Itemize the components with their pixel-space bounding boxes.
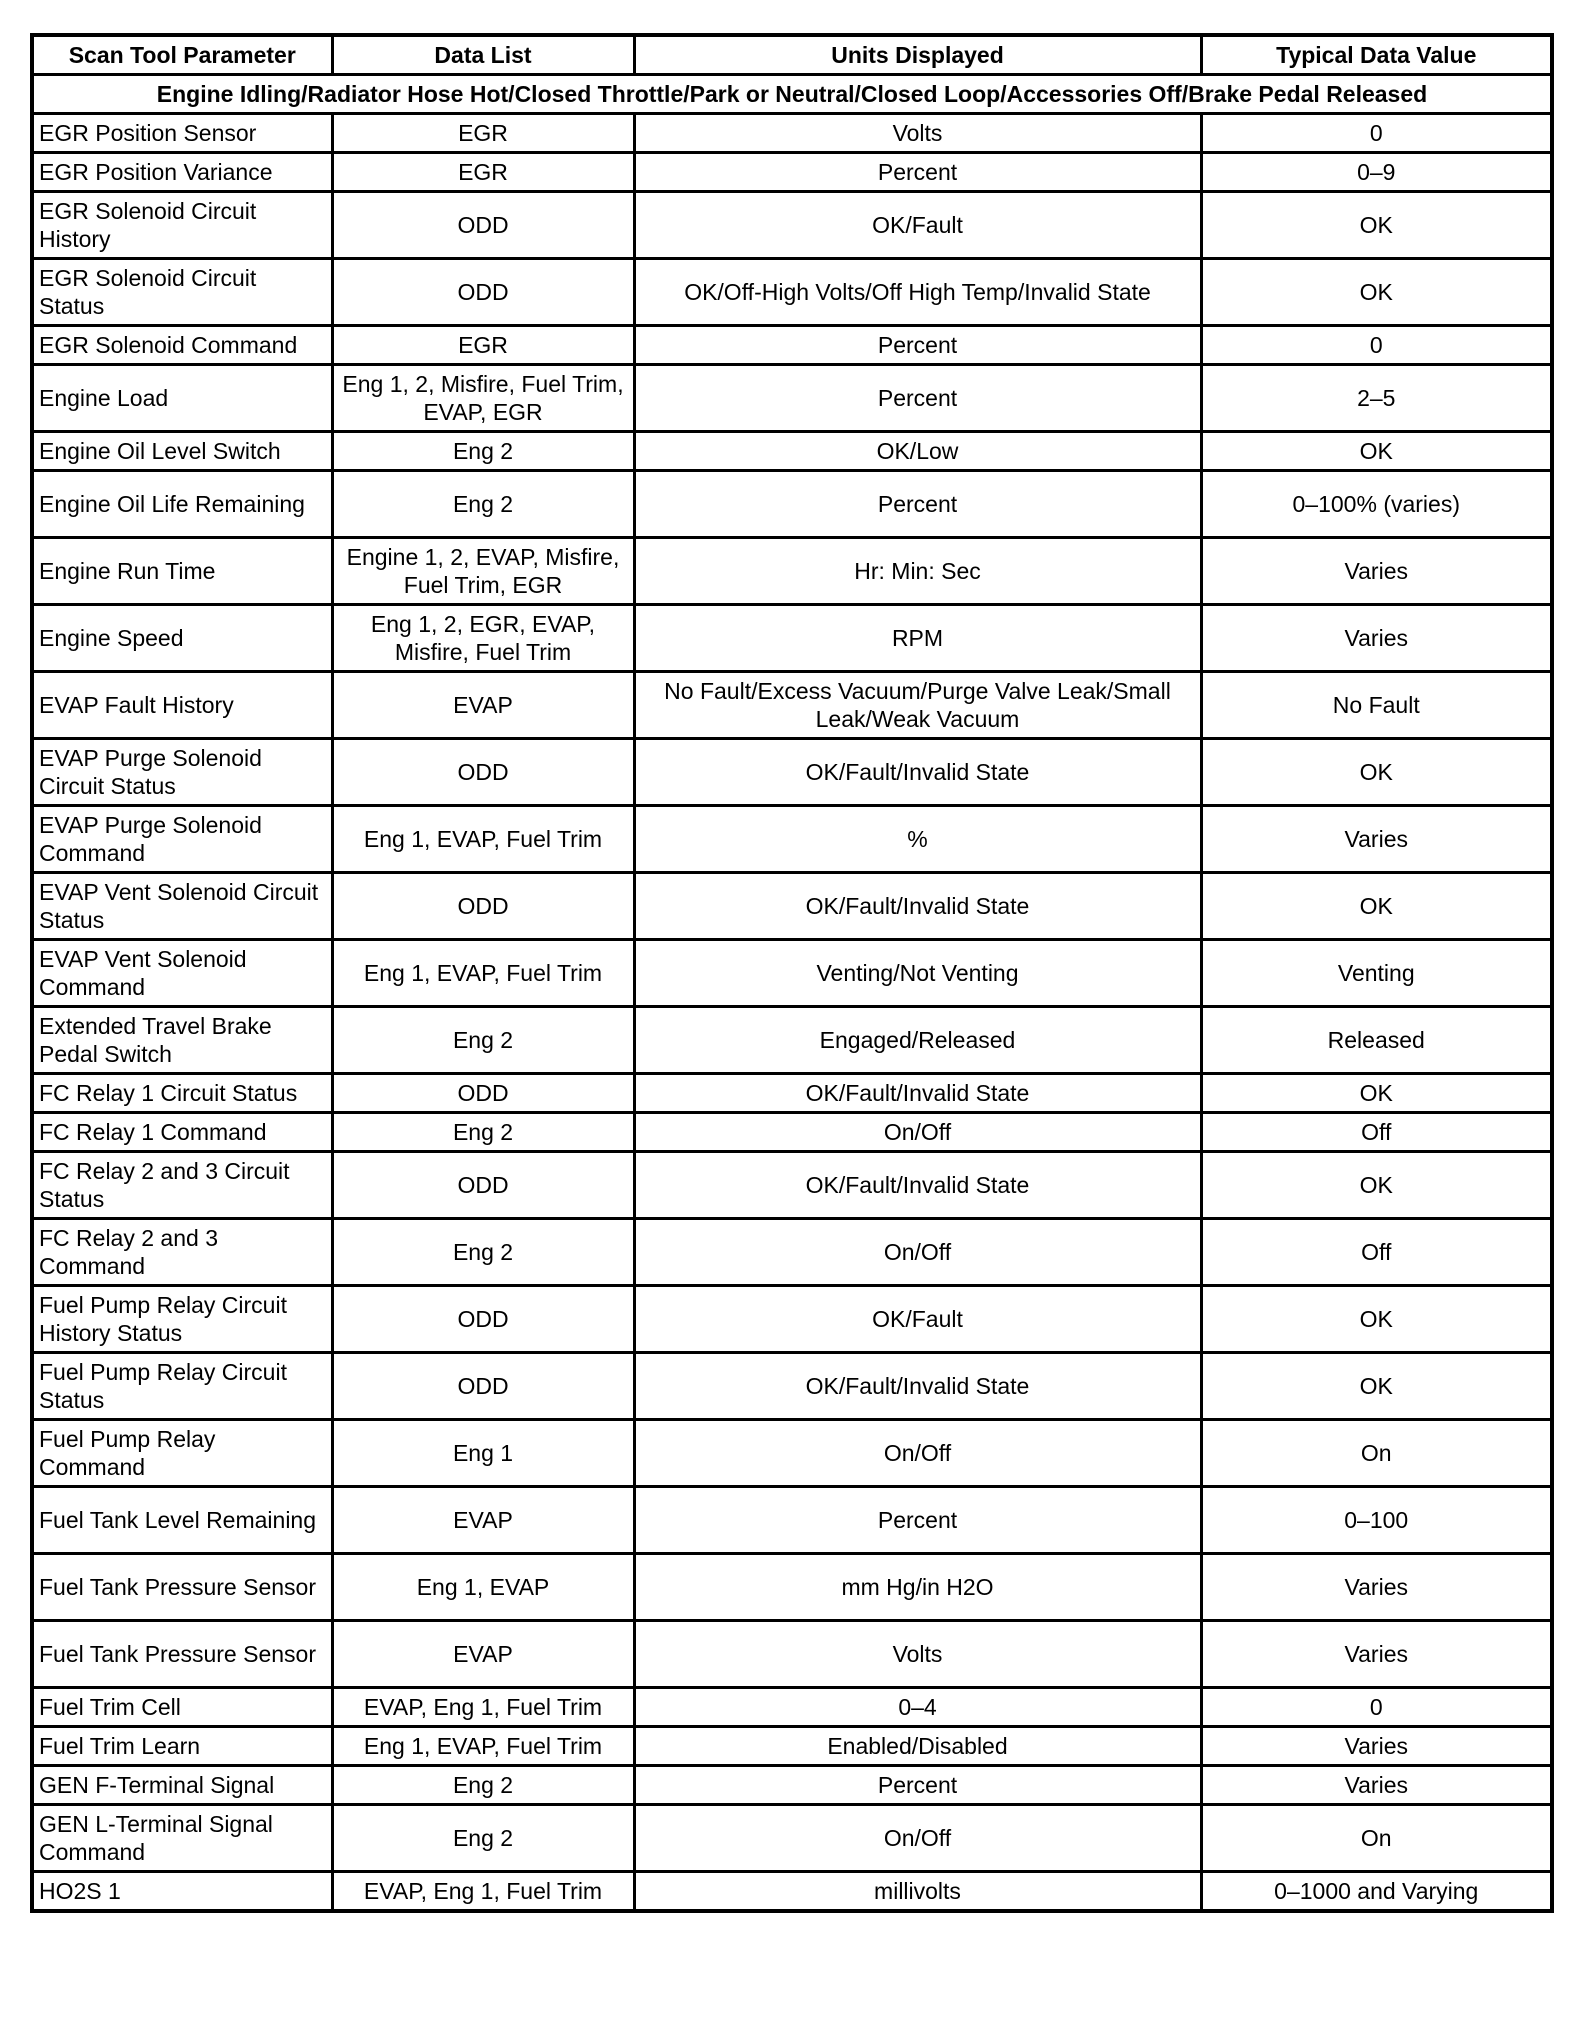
row-typical-value: OK: [1201, 739, 1552, 806]
row-units-displayed: millivolts: [634, 1872, 1201, 1912]
row-typical-value: 0–1000 and Varying: [1201, 1872, 1552, 1912]
row-units-displayed: Percent: [634, 326, 1201, 365]
row-units-displayed: OK/Fault/Invalid State: [634, 739, 1201, 806]
row-data-list: ODD: [332, 1286, 634, 1353]
table-row: [32, 1805, 1552, 1872]
row-parameter: Engine Run Time: [32, 538, 332, 605]
row-data-list: Eng 1, 2, EGR, EVAP, Misfire, Fuel Trim: [332, 605, 634, 672]
row-units-displayed: OK/Low: [634, 432, 1201, 471]
table-row: [32, 1219, 1552, 1286]
table-row: [32, 1766, 1552, 1805]
row-units-displayed: 0–4: [634, 1688, 1201, 1727]
row-data-list: ODD: [332, 192, 634, 259]
row-parameter: FC Relay 1 Circuit Status: [32, 1074, 332, 1113]
header-typical-data-value: Typical Data Value: [1201, 35, 1552, 75]
row-data-list: Eng 1, 2, Misfire, Fuel Trim, EVAP, EGR: [332, 365, 634, 432]
row-units-displayed: %: [634, 806, 1201, 873]
table-row: [32, 1074, 1552, 1113]
row-units-displayed: Hr: Min: Sec: [634, 538, 1201, 605]
row-parameter: Fuel Tank Pressure Sensor: [32, 1554, 332, 1621]
row-parameter: EVAP Purge Solenoid Circuit Status: [32, 739, 332, 806]
row-typical-value: 0–100: [1201, 1487, 1552, 1554]
row-units-displayed: Percent: [634, 153, 1201, 192]
row-units-displayed: OK/Fault: [634, 192, 1201, 259]
table-row: [32, 739, 1552, 806]
table-row: [32, 259, 1552, 326]
row-typical-value: OK: [1201, 192, 1552, 259]
condition-row: [32, 75, 1552, 114]
table-row: [32, 1688, 1552, 1727]
table-row: [32, 1621, 1552, 1688]
row-typical-value: Varies: [1201, 1766, 1552, 1805]
row-units-displayed: Volts: [634, 1621, 1201, 1688]
header-row: [32, 35, 1552, 75]
row-typical-value: 0: [1201, 114, 1552, 153]
header-units-displayed: Units Displayed: [634, 35, 1201, 75]
table-row: [32, 365, 1552, 432]
row-units-displayed: OK/Off-High Volts/Off High Temp/Invalid State: [634, 259, 1201, 326]
row-units-displayed: Percent: [634, 365, 1201, 432]
row-data-list: EGR: [332, 153, 634, 192]
document-page: [30, 33, 1550, 1913]
row-typical-value: 0–100% (varies): [1201, 471, 1552, 538]
row-units-displayed: OK/Fault/Invalid State: [634, 1353, 1201, 1420]
row-parameter: Engine Speed: [32, 605, 332, 672]
row-typical-value: On: [1201, 1805, 1552, 1872]
table-row: [32, 1152, 1552, 1219]
row-parameter: Fuel Trim Cell: [32, 1688, 332, 1727]
table-row: [32, 873, 1552, 940]
row-units-displayed: Percent: [634, 1487, 1201, 1554]
row-typical-value: 0–9: [1201, 153, 1552, 192]
row-data-list: Eng 2: [332, 432, 634, 471]
row-parameter: EGR Solenoid Circuit Status: [32, 259, 332, 326]
table-row: [32, 1353, 1552, 1420]
row-units-displayed: On/Off: [634, 1805, 1201, 1872]
table-row: [32, 1727, 1552, 1766]
row-typical-value: OK: [1201, 432, 1552, 471]
row-data-list: Eng 2: [332, 1219, 634, 1286]
row-units-displayed: Enabled/Disabled: [634, 1727, 1201, 1766]
header-data-list: Data List: [332, 35, 634, 75]
row-data-list: ODD: [332, 873, 634, 940]
row-units-displayed: Percent: [634, 471, 1201, 538]
row-parameter: Fuel Pump Relay Circuit History Status: [32, 1286, 332, 1353]
row-data-list: Eng 2: [332, 471, 634, 538]
row-data-list: ODD: [332, 259, 634, 326]
row-typical-value: 2–5: [1201, 365, 1552, 432]
row-parameter: HO2S 1: [32, 1872, 332, 1912]
row-parameter: EVAP Purge Solenoid Command: [32, 806, 332, 873]
table-row: [32, 538, 1552, 605]
row-parameter: EGR Solenoid Command: [32, 326, 332, 365]
row-data-list: Engine 1, 2, EVAP, Misfire, Fuel Trim, EGR: [332, 538, 634, 605]
table-row: [32, 326, 1552, 365]
row-parameter: GEN L-Terminal Signal Command: [32, 1805, 332, 1872]
row-parameter: EGR Position Variance: [32, 153, 332, 192]
row-typical-value: On: [1201, 1420, 1552, 1487]
row-data-list: EVAP: [332, 672, 634, 739]
row-data-list: EVAP, Eng 1, Fuel Trim: [332, 1688, 634, 1727]
row-data-list: ODD: [332, 1353, 634, 1420]
row-typical-value: Varies: [1201, 538, 1552, 605]
row-typical-value: Varies: [1201, 806, 1552, 873]
table-row: [32, 432, 1552, 471]
row-parameter: Fuel Pump Relay Command: [32, 1420, 332, 1487]
row-data-list: ODD: [332, 1152, 634, 1219]
row-typical-value: OK: [1201, 873, 1552, 940]
table-row: [32, 1872, 1552, 1912]
row-parameter: Fuel Tank Pressure Sensor: [32, 1621, 332, 1688]
table-row: [32, 1007, 1552, 1074]
row-typical-value: OK: [1201, 1152, 1552, 1219]
row-parameter: Extended Travel Brake Pedal Switch: [32, 1007, 332, 1074]
table-row: [32, 114, 1552, 153]
row-typical-value: Off: [1201, 1113, 1552, 1152]
row-typical-value: 0: [1201, 1688, 1552, 1727]
row-parameter: FC Relay 1 Command: [32, 1113, 332, 1152]
table-row: [32, 672, 1552, 739]
row-typical-value: Varies: [1201, 1554, 1552, 1621]
table-row: [32, 940, 1552, 1007]
row-typical-value: OK: [1201, 259, 1552, 326]
row-typical-value: 0: [1201, 326, 1552, 365]
row-units-displayed: On/Off: [634, 1219, 1201, 1286]
row-parameter: GEN F-Terminal Signal: [32, 1766, 332, 1805]
row-units-displayed: Engaged/Released: [634, 1007, 1201, 1074]
row-parameter: EGR Position Sensor: [32, 114, 332, 153]
table-row: [32, 1487, 1552, 1554]
row-units-displayed: Percent: [634, 1766, 1201, 1805]
row-units-displayed: Volts: [634, 114, 1201, 153]
row-units-displayed: RPM: [634, 605, 1201, 672]
row-units-displayed: OK/Fault/Invalid State: [634, 1152, 1201, 1219]
row-data-list: ODD: [332, 739, 634, 806]
row-typical-value: No Fault: [1201, 672, 1552, 739]
row-data-list: Eng 2: [332, 1805, 634, 1872]
row-typical-value: OK: [1201, 1286, 1552, 1353]
row-data-list: Eng 1: [332, 1420, 634, 1487]
row-data-list: EGR: [332, 114, 634, 153]
header-scan-tool-parameter: Scan Tool Parameter: [32, 35, 332, 75]
table-row: [32, 1554, 1552, 1621]
row-parameter: FC Relay 2 and 3 Circuit Status: [32, 1152, 332, 1219]
row-parameter: Fuel Tank Level Remaining: [32, 1487, 332, 1554]
row-data-list: EVAP, Eng 1, Fuel Trim: [332, 1872, 634, 1912]
row-data-list: Eng 1, EVAP, Fuel Trim: [332, 806, 634, 873]
row-units-displayed: OK/Fault/Invalid State: [634, 1074, 1201, 1113]
table-row: [32, 1113, 1552, 1152]
row-parameter: FC Relay 2 and 3 Command: [32, 1219, 332, 1286]
row-typical-value: OK: [1201, 1074, 1552, 1113]
row-typical-value: Venting: [1201, 940, 1552, 1007]
table-row: [32, 471, 1552, 538]
row-units-displayed: mm Hg/in H2O: [634, 1554, 1201, 1621]
table-row: [32, 605, 1552, 672]
row-typical-value: Released: [1201, 1007, 1552, 1074]
row-data-list: Eng 2: [332, 1113, 634, 1152]
row-data-list: EVAP: [332, 1621, 634, 1688]
row-data-list: Eng 1, EVAP, Fuel Trim: [332, 1727, 634, 1766]
table-row: [32, 806, 1552, 873]
table-row: [32, 1420, 1552, 1487]
row-parameter: EVAP Vent Solenoid Command: [32, 940, 332, 1007]
condition-text: Engine Idling/Radiator Hose Hot/Closed Throttle/Park or Neutral/Closed Loop/Accessories Off/Brake Pedal Released: [32, 75, 1552, 114]
row-units-displayed: On/Off: [634, 1113, 1201, 1152]
row-parameter: Fuel Trim Learn: [32, 1727, 332, 1766]
row-parameter: EGR Solenoid Circuit History: [32, 192, 332, 259]
table-row: [32, 153, 1552, 192]
row-parameter: EVAP Fault History: [32, 672, 332, 739]
row-units-displayed: No Fault/Excess Vacuum/Purge Valve Leak/Small Leak/Weak Vacuum: [634, 672, 1201, 739]
row-units-displayed: On/Off: [634, 1420, 1201, 1487]
table-row: [32, 192, 1552, 259]
row-data-list: Eng 1, EVAP, Fuel Trim: [332, 940, 634, 1007]
row-data-list: Eng 2: [332, 1007, 634, 1074]
row-data-list: ODD: [332, 1074, 634, 1113]
row-data-list: Eng 2: [332, 1766, 634, 1805]
row-units-displayed: Venting/Not Venting: [634, 940, 1201, 1007]
row-parameter: Engine Oil Level Switch: [32, 432, 332, 471]
row-data-list: EVAP: [332, 1487, 634, 1554]
row-parameter: Fuel Pump Relay Circuit Status: [32, 1353, 332, 1420]
row-typical-value: Varies: [1201, 1727, 1552, 1766]
row-typical-value: Varies: [1201, 605, 1552, 672]
row-typical-value: OK: [1201, 1353, 1552, 1420]
table-row: [32, 1286, 1552, 1353]
row-parameter: Engine Oil Life Remaining: [32, 471, 332, 538]
row-typical-value: Varies: [1201, 1621, 1552, 1688]
row-data-list: EGR: [332, 326, 634, 365]
row-data-list: Eng 1, EVAP: [332, 1554, 634, 1621]
row-units-displayed: OK/Fault: [634, 1286, 1201, 1353]
row-typical-value: Off: [1201, 1219, 1552, 1286]
row-units-displayed: OK/Fault/Invalid State: [634, 873, 1201, 940]
row-parameter: Engine Load: [32, 365, 332, 432]
row-parameter: EVAP Vent Solenoid Circuit Status: [32, 873, 332, 940]
scan-tool-data-table: [30, 33, 1554, 1913]
